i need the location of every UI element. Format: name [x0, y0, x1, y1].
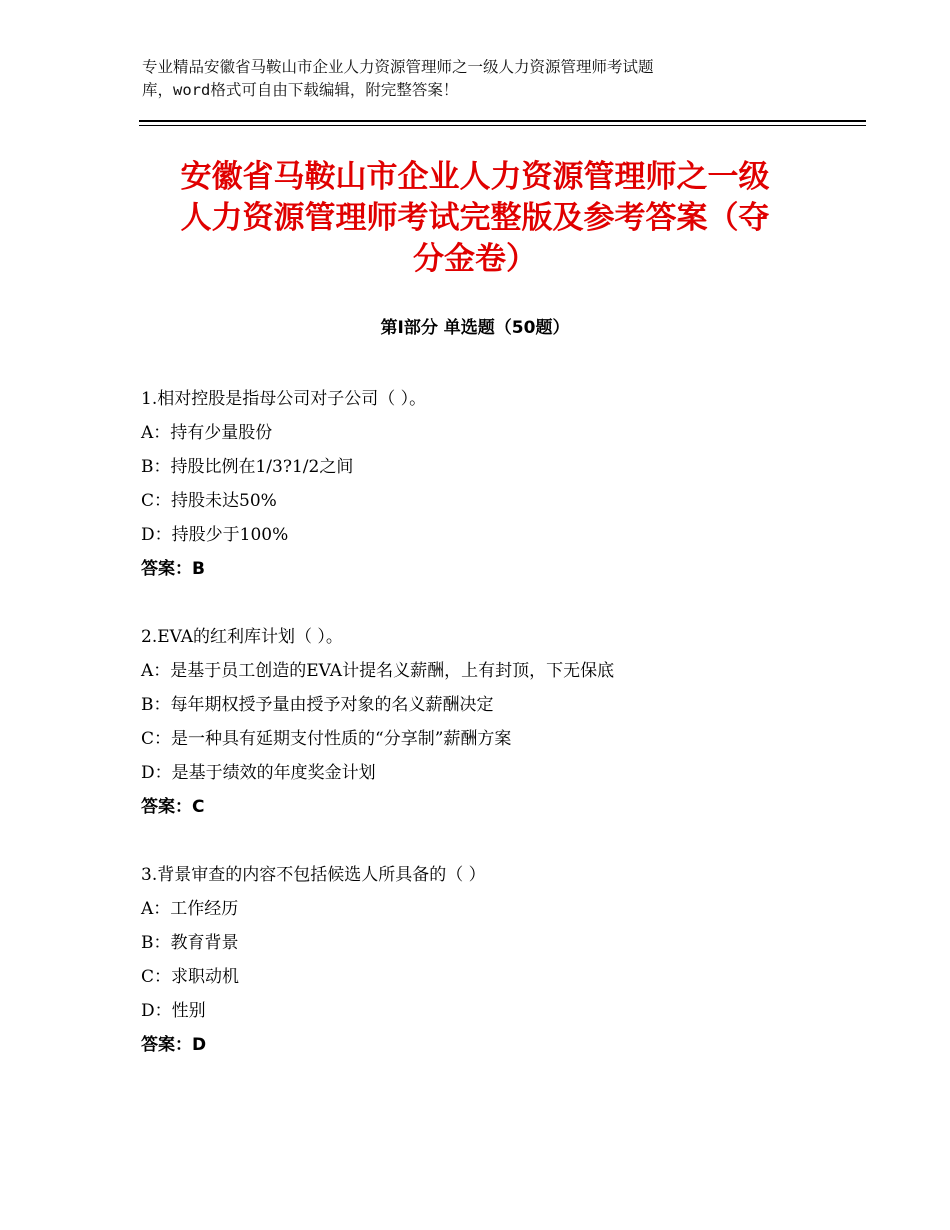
option-a: A：持有少量股份	[141, 423, 273, 443]
question-stem: 3.背景审查的内容不包括候选人所具备的（ ）	[141, 865, 486, 885]
question-list	[141, 382, 841, 1096]
option-d: D：是基于绩效的年度奖金计划	[141, 763, 376, 783]
option-d: D：性别	[141, 1001, 206, 1021]
option-d: D：持股少于100%	[141, 525, 289, 545]
option-a: A：是基于员工创造的EVA计提名义薪酬，上有封顶，下无保底	[141, 661, 615, 681]
title-line: 人力资源管理师考试完整版及参考答案（夺	[180, 200, 770, 236]
title-line: 分金卷）	[413, 241, 537, 277]
option-b: B：持股比例在1/3?1/2之间	[141, 457, 354, 477]
answer-key: 答案：D	[141, 1035, 207, 1055]
option-c: C：是一种具有延期支付性质的“分享制”薪酬方案	[141, 729, 512, 749]
question-stem: 2.EVA的红利库计划（ ）。	[141, 627, 343, 647]
answer-key: 答案：C	[141, 797, 205, 817]
document-title	[139, 157, 811, 280]
document-header-note	[142, 56, 822, 102]
option-c: C：持股未达50%	[141, 491, 277, 511]
option-c: C：求职动机	[141, 967, 240, 987]
option-a: A：工作经历	[141, 899, 239, 919]
header-note-line: 库，word格式可自由下载编辑，附完整答案！	[142, 81, 459, 99]
question-stem: 1.相对控股是指母公司对子公司（ ）。	[141, 389, 427, 409]
header-divider-thin	[139, 125, 866, 126]
header-note-line: 专业精品安徽省马鞍山市企业人力资源管理师之一级人力资源管理师考试题	[142, 58, 654, 76]
question-item	[141, 620, 841, 824]
title-line: 安徽省马鞍山市企业人力资源管理师之一级	[180, 159, 770, 195]
header-divider-thick	[139, 120, 866, 122]
option-b: B：每年期权授予量由授予对象的名义薪酬决定	[141, 695, 494, 715]
answer-key: 答案：B	[141, 559, 205, 579]
question-item	[141, 858, 841, 1062]
option-b: B：教育背景	[141, 933, 239, 953]
question-item	[141, 382, 841, 586]
section-heading: 第Ⅰ部分 单选题（50题）	[380, 318, 570, 338]
